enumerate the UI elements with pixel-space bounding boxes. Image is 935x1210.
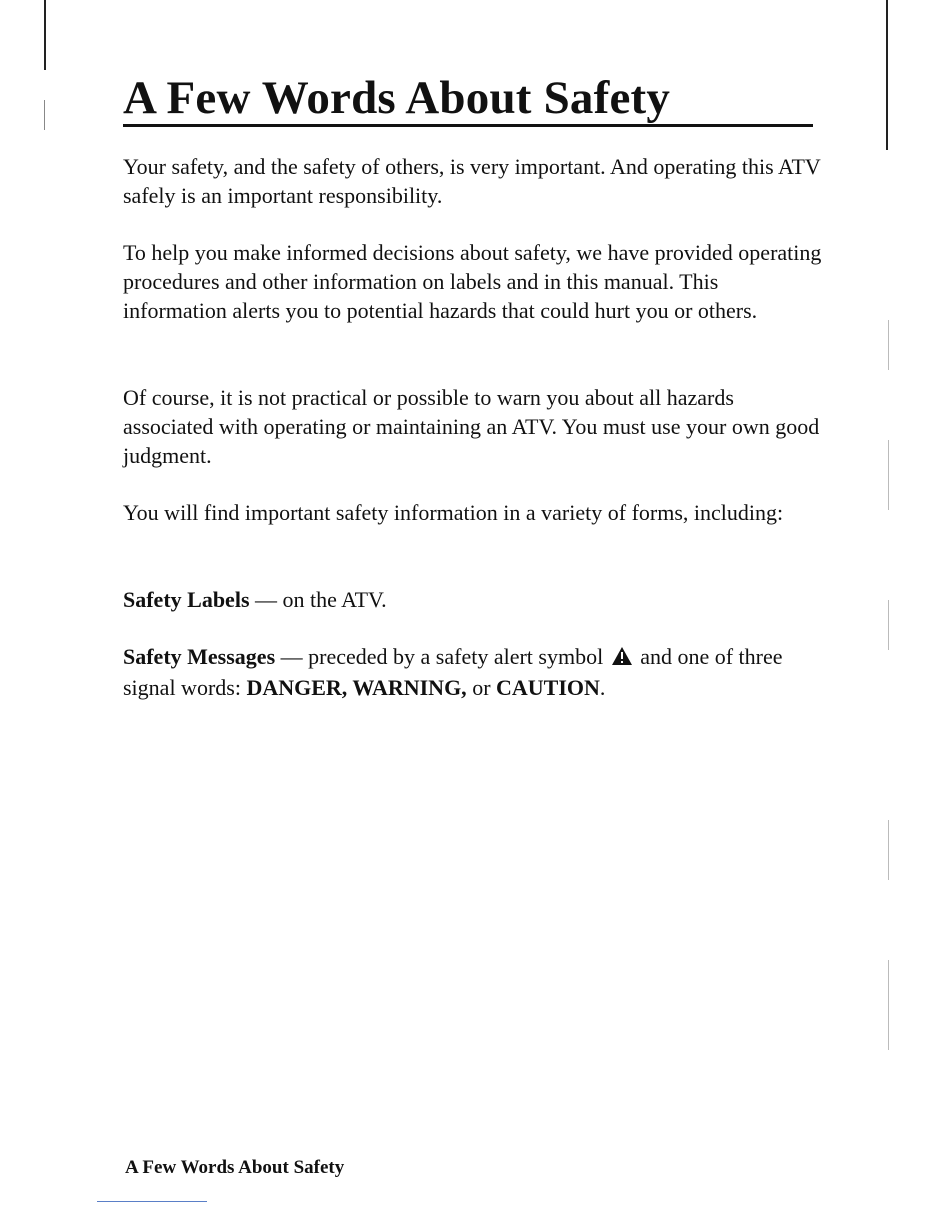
page-title: A Few Words About Safety bbox=[123, 72, 671, 124]
page-footer-title: A Few Words About Safety bbox=[125, 1157, 345, 1178]
signal-word-caution: CAUTION bbox=[496, 675, 600, 700]
safety-messages-text-continued: and one of three signal words: bbox=[123, 644, 783, 700]
safety-messages-item bbox=[123, 642, 823, 702]
safety-labels-term: Safety Labels bbox=[123, 587, 250, 612]
scan-artifact-line bbox=[97, 1201, 207, 1202]
scan-edge-right bbox=[886, 0, 888, 150]
scan-edge-right-mark bbox=[888, 320, 889, 370]
safety-labels-text: — on the ATV. bbox=[249, 587, 387, 612]
safety-messages-term: Safety Messages bbox=[123, 644, 276, 669]
safety-information-paragraph: You will find important safety information in a variety of forms, including: bbox=[123, 500, 784, 525]
informed-decisions-paragraph: To help you make informed decisions about safety, we have provided operating procedures and other information on labels and in this manual. This information alerts you to potential hazards that could hurt you or others. bbox=[123, 240, 822, 323]
title-underline-divider bbox=[123, 124, 813, 127]
safety-alert-triangle-icon bbox=[611, 644, 633, 673]
scan-edge-right-mark bbox=[888, 440, 889, 510]
sentence-period: . bbox=[599, 675, 606, 700]
scan-edge-right-mark bbox=[888, 960, 889, 1050]
intro-paragraph: Your safety, and the safety of others, is very important. And operating this ATV safely is an important responsibility. bbox=[123, 154, 821, 208]
scan-edge-right-mark bbox=[888, 820, 889, 880]
signal-words-or: or bbox=[466, 675, 497, 700]
signal-words: DANGER, WARNING, bbox=[246, 675, 467, 700]
scan-edge-right-mark bbox=[888, 600, 889, 650]
scan-edge-left bbox=[44, 0, 46, 70]
safety-messages-text: — preceded by a safety alert symbol bbox=[275, 644, 609, 669]
scan-edge-left-mark bbox=[44, 100, 45, 130]
safety-labels-item bbox=[123, 585, 823, 614]
hazards-paragraph: Of course, it is not practical or possible to warn you about all hazards associated with operating or maintaining an ATV. You must use your own good judgment. bbox=[123, 385, 820, 468]
